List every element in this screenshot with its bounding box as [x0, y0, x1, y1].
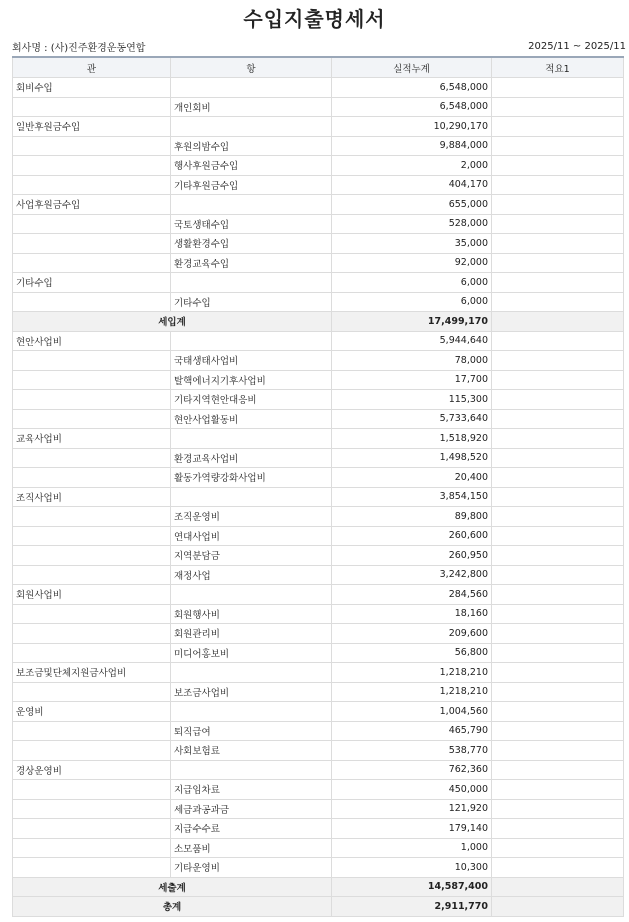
kwan-cell — [13, 546, 171, 566]
kwan-cell: 경상운영비 — [13, 760, 171, 780]
table-row — [13, 702, 624, 722]
amount-cell: 17,700 — [332, 370, 492, 390]
table-row — [13, 117, 624, 137]
memo-cell — [492, 175, 624, 195]
memo-cell — [492, 312, 624, 332]
kwan-cell — [13, 175, 171, 195]
kwan-cell: 사업후원금수입 — [13, 195, 171, 215]
memo-cell — [492, 253, 624, 273]
kwan-cell — [13, 370, 171, 390]
hang-cell: 퇴직급여 — [171, 721, 332, 741]
hang-cell: 개인회비 — [171, 97, 332, 117]
company-label: 회사명 : (사)진주환경운동연합 — [12, 42, 146, 54]
hang-cell — [171, 702, 332, 722]
hang-cell: 행사후원금수입 — [171, 156, 332, 176]
table-row — [13, 175, 624, 195]
amount-cell: 10,300 — [332, 858, 492, 878]
kwan-cell — [13, 468, 171, 488]
hang-cell: 현안사업활동비 — [171, 409, 332, 429]
table-row — [13, 292, 624, 312]
amount-cell: 465,790 — [332, 721, 492, 741]
kwan-cell — [13, 643, 171, 663]
memo-cell — [492, 565, 624, 585]
amount-cell: 404,170 — [332, 175, 492, 195]
memo-cell — [492, 877, 624, 897]
hang-cell — [171, 487, 332, 507]
amount-cell: 10,290,170 — [332, 117, 492, 137]
kwan-cell: 일반후원금수입 — [13, 117, 171, 137]
kwan-cell — [13, 214, 171, 234]
table-row — [13, 643, 624, 663]
hang-cell: 기타수입 — [171, 292, 332, 312]
memo-cell — [492, 136, 624, 156]
table-row — [13, 721, 624, 741]
memo-cell — [492, 721, 624, 741]
hang-cell: 재정사업 — [171, 565, 332, 585]
table-row — [13, 78, 624, 98]
kwan-cell — [13, 136, 171, 156]
hang-cell: 탈핵에너지기후사업비 — [171, 370, 332, 390]
table-row — [13, 448, 624, 468]
table-header-row — [13, 57, 624, 78]
kwan-cell — [13, 682, 171, 702]
amount-cell: 179,140 — [332, 819, 492, 839]
table-row — [13, 156, 624, 176]
hang-cell — [171, 429, 332, 449]
kwan-cell — [13, 409, 171, 429]
memo-cell — [492, 370, 624, 390]
amount-cell: 6,000 — [332, 292, 492, 312]
memo-cell — [492, 604, 624, 624]
kwan-cell — [13, 819, 171, 839]
memo-cell — [492, 390, 624, 410]
memo-cell — [492, 234, 624, 254]
kwan-cell — [13, 253, 171, 273]
amount-cell: 89,800 — [332, 507, 492, 527]
kwan-cell: 보조금및단체지원금사업비 — [13, 663, 171, 683]
hang-cell: 기타후원금수입 — [171, 175, 332, 195]
amount-cell: 2,000 — [332, 156, 492, 176]
amount-cell: 1,218,210 — [332, 682, 492, 702]
hang-cell — [171, 663, 332, 683]
memo-cell — [492, 195, 624, 215]
memo-cell — [492, 760, 624, 780]
memo-cell — [492, 487, 624, 507]
amount-cell: 655,000 — [332, 195, 492, 215]
table-row — [13, 741, 624, 761]
table-row — [13, 819, 624, 839]
kwan-cell — [13, 292, 171, 312]
table-row — [13, 331, 624, 351]
hang-cell: 환경교육수입 — [171, 253, 332, 273]
kwan-cell — [13, 741, 171, 761]
kwan-cell: 기타수입 — [13, 273, 171, 293]
amount-cell: 18,160 — [332, 604, 492, 624]
hang-cell — [171, 117, 332, 137]
amount-cell: 6,000 — [332, 273, 492, 293]
kwan-cell — [13, 565, 171, 585]
amount-cell: 35,000 — [332, 234, 492, 254]
kwan-cell: 교육사업비 — [13, 429, 171, 449]
kwan-cell — [13, 507, 171, 527]
hang-cell — [171, 195, 332, 215]
memo-cell — [492, 682, 624, 702]
amount-cell: 260,600 — [332, 526, 492, 546]
memo-cell — [492, 741, 624, 761]
table-row — [13, 97, 624, 117]
table-row — [13, 507, 624, 527]
memo-cell — [492, 819, 624, 839]
table-row — [13, 273, 624, 293]
table-row — [13, 780, 624, 800]
memo-cell — [492, 799, 624, 819]
amount-cell: 762,360 — [332, 760, 492, 780]
amount-cell: 260,950 — [332, 546, 492, 566]
table-row — [13, 234, 624, 254]
hang-cell — [171, 273, 332, 293]
memo-cell — [492, 429, 624, 449]
memo-cell — [492, 858, 624, 878]
column-header-hang: 항 — [171, 57, 332, 78]
memo-cell — [492, 663, 624, 683]
kwan-cell: 조직사업비 — [13, 487, 171, 507]
kwan-cell: 회원사업비 — [13, 585, 171, 605]
period-label: 2025/11 ~ 2025/11 — [528, 40, 626, 52]
amount-cell: 20,400 — [332, 468, 492, 488]
amount-cell: 1,218,210 — [332, 663, 492, 683]
table-row — [13, 468, 624, 488]
page-title: 수입지출명세서 — [243, 7, 386, 31]
hang-cell: 기타운영비 — [171, 858, 332, 878]
kwan-cell — [13, 721, 171, 741]
amount-cell: 14,587,400 — [332, 877, 492, 897]
table-row — [13, 526, 624, 546]
table-row — [13, 604, 624, 624]
table-row — [13, 585, 624, 605]
hang-cell: 후원의밤수입 — [171, 136, 332, 156]
amount-cell: 1,498,520 — [332, 448, 492, 468]
hang-cell: 환경교육사업비 — [171, 448, 332, 468]
subtotal-label: 세입계 — [13, 312, 332, 332]
amount-cell: 121,920 — [332, 799, 492, 819]
memo-cell — [492, 331, 624, 351]
memo-cell — [492, 546, 624, 566]
hang-cell — [171, 331, 332, 351]
hang-cell: 지급수수료 — [171, 819, 332, 839]
table-row — [13, 195, 624, 215]
table-row — [13, 682, 624, 702]
memo-cell — [492, 448, 624, 468]
table-row — [13, 351, 624, 371]
amount-cell: 1,000 — [332, 838, 492, 858]
subtotal-row — [13, 312, 624, 332]
table-row — [13, 370, 624, 390]
amount-cell: 78,000 — [332, 351, 492, 371]
hang-cell: 활동가역량강화사업비 — [171, 468, 332, 488]
memo-cell — [492, 78, 624, 98]
memo-cell — [492, 585, 624, 605]
amount-cell: 17,499,170 — [332, 312, 492, 332]
table-row — [13, 136, 624, 156]
kwan-cell: 운영비 — [13, 702, 171, 722]
table-row — [13, 858, 624, 878]
table-row — [13, 624, 624, 644]
kwan-cell: 회비수입 — [13, 78, 171, 98]
table-row — [13, 663, 624, 683]
memo-cell — [492, 409, 624, 429]
hang-cell: 조직운영비 — [171, 507, 332, 527]
kwan-cell — [13, 526, 171, 546]
kwan-cell — [13, 780, 171, 800]
kwan-cell — [13, 448, 171, 468]
memo-cell — [492, 351, 624, 371]
table-row — [13, 253, 624, 273]
column-header-kwan: 관 — [13, 57, 171, 78]
memo-cell — [492, 214, 624, 234]
memo-cell — [492, 468, 624, 488]
memo-cell — [492, 117, 624, 137]
amount-cell: 56,800 — [332, 643, 492, 663]
hang-cell — [171, 760, 332, 780]
table-row — [13, 429, 624, 449]
memo-cell — [492, 624, 624, 644]
amount-cell: 2,911,770 — [332, 897, 492, 917]
memo-cell — [492, 838, 624, 858]
table-body — [13, 78, 624, 917]
kwan-cell — [13, 838, 171, 858]
amount-cell: 6,548,000 — [332, 97, 492, 117]
amount-cell: 9,884,000 — [332, 136, 492, 156]
hang-cell: 국토생태수입 — [171, 214, 332, 234]
statement-table — [12, 56, 624, 917]
memo-cell — [492, 780, 624, 800]
kwan-cell — [13, 351, 171, 371]
subtotal-row — [13, 897, 624, 917]
memo-cell — [492, 156, 624, 176]
amount-cell: 115,300 — [332, 390, 492, 410]
report-meta — [0, 36, 629, 56]
hang-cell: 미디어홍보비 — [171, 643, 332, 663]
amount-cell: 6,548,000 — [332, 78, 492, 98]
amount-cell: 1,518,920 — [332, 429, 492, 449]
column-header-memo: 적요1 — [492, 57, 624, 78]
kwan-cell: 현안사업비 — [13, 331, 171, 351]
kwan-cell — [13, 858, 171, 878]
amount-cell: 284,560 — [332, 585, 492, 605]
subtotal-label: 총계 — [13, 897, 332, 917]
hang-cell: 지역분담금 — [171, 546, 332, 566]
memo-cell — [492, 273, 624, 293]
amount-cell: 1,004,560 — [332, 702, 492, 722]
amount-cell: 5,944,640 — [332, 331, 492, 351]
hang-cell: 연대사업비 — [171, 526, 332, 546]
hang-cell: 지급임차료 — [171, 780, 332, 800]
kwan-cell — [13, 97, 171, 117]
hang-cell — [171, 585, 332, 605]
hang-cell: 회원행사비 — [171, 604, 332, 624]
amount-cell: 3,242,800 — [332, 565, 492, 585]
hang-cell: 사회보험료 — [171, 741, 332, 761]
amount-cell: 3,854,150 — [332, 487, 492, 507]
column-header-amount: 실적누계 — [332, 57, 492, 78]
subtotal-row — [13, 877, 624, 897]
amount-cell: 5,733,640 — [332, 409, 492, 429]
kwan-cell — [13, 624, 171, 644]
kwan-cell — [13, 604, 171, 624]
hang-cell: 세금과공과금 — [171, 799, 332, 819]
amount-cell: 209,600 — [332, 624, 492, 644]
amount-cell: 450,000 — [332, 780, 492, 800]
table-row — [13, 487, 624, 507]
memo-cell — [492, 643, 624, 663]
hang-cell: 국태생태사업비 — [171, 351, 332, 371]
table-row — [13, 838, 624, 858]
table-row — [13, 390, 624, 410]
table-row — [13, 409, 624, 429]
amount-cell: 538,770 — [332, 741, 492, 761]
kwan-cell — [13, 234, 171, 254]
hang-cell: 기타지역현안대응비 — [171, 390, 332, 410]
kwan-cell — [13, 156, 171, 176]
hang-cell — [171, 78, 332, 98]
table-row — [13, 799, 624, 819]
hang-cell: 생활환경수입 — [171, 234, 332, 254]
memo-cell — [492, 702, 624, 722]
memo-cell — [492, 292, 624, 312]
subtotal-label: 세출계 — [13, 877, 332, 897]
table-row — [13, 214, 624, 234]
hang-cell: 소모품비 — [171, 838, 332, 858]
kwan-cell — [13, 799, 171, 819]
table-row — [13, 760, 624, 780]
memo-cell — [492, 897, 624, 917]
amount-cell: 92,000 — [332, 253, 492, 273]
memo-cell — [492, 507, 624, 527]
memo-cell — [492, 526, 624, 546]
table-row — [13, 546, 624, 566]
hang-cell: 회원관리비 — [171, 624, 332, 644]
hang-cell: 보조금사업비 — [171, 682, 332, 702]
kwan-cell — [13, 390, 171, 410]
memo-cell — [492, 97, 624, 117]
table-row — [13, 565, 624, 585]
amount-cell: 528,000 — [332, 214, 492, 234]
